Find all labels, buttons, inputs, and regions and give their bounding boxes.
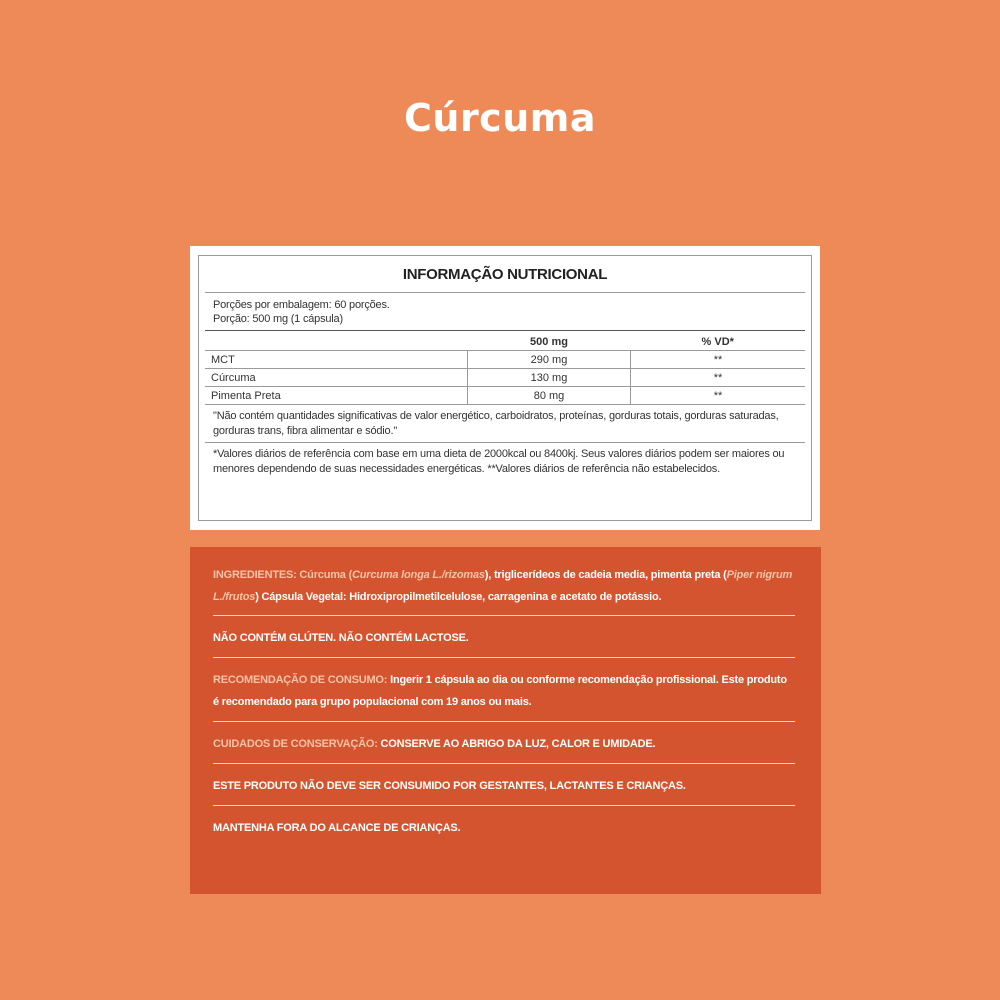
ingredients-text-2: ), triglicerídeos de cadeia media, pimenta preta ( <box>484 569 727 581</box>
row-label: Cúrcuma <box>205 369 468 387</box>
ingredients-text-1: Cúrcuma ( <box>296 569 353 581</box>
warning-section <box>213 764 795 806</box>
children-warning-section <box>213 806 795 847</box>
allergen-text: NÃO CONTÉM GLÚTEN. NÃO CONTÉM LACTOSE. <box>213 632 469 644</box>
row-label: MCT <box>205 351 468 369</box>
storage-text <box>213 733 795 755</box>
warning-text: ESTE PRODUTO NÃO DEVE SER CONSUMIDO POR GESTANTES, LACTANTES E CRIANÇAS. <box>213 780 686 792</box>
row-amount: 290 mg <box>468 351 631 369</box>
nutrition-facts-panel <box>190 246 820 530</box>
page-title: Cúrcuma <box>404 96 596 140</box>
recommendation-section <box>213 658 795 722</box>
product-info-panel <box>190 547 821 894</box>
table-header-row <box>205 331 805 351</box>
ingredients-scientific-name-2: Piper nigrum L./frutos <box>213 569 793 603</box>
portion-size: Porção: 500 mg (1 cápsula) <box>213 313 343 325</box>
recommendation-label: RECOMENDAÇÃO DE CONSUMO: <box>213 674 388 686</box>
table-row <box>205 369 805 387</box>
storage-body: CONSERVE AO ABRIGO DA LUZ, CALOR E UMIDADE. <box>377 738 656 750</box>
nutrition-facts-frame <box>198 255 812 521</box>
nutrition-note-significant: "Não contém quantidades significativas de valor energético, carboidratos, proteínas, gorduras totais, gorduras saturadas, gorduras trans, fibra alimentar e sódio." <box>205 405 805 443</box>
header-empty <box>205 331 468 351</box>
nutrition-note-daily-values: *Valores diários de referência com base em uma dieta de 2000kcal ou 8400kj. Seus valores diários podem ser maiores ou menores dependendo de suas necessidades energéticas. **Valores diários de referência não estabelecidos. <box>213 448 785 475</box>
row-amount: 80 mg <box>468 387 631 405</box>
recommendation-body: Ingerir 1 cápsula ao dia ou conforme recomendação profissional. Este produto é recomendado para grupo populacional com 19 anos ou mais. <box>213 674 787 708</box>
row-vd: ** <box>631 369 806 387</box>
table-row <box>205 387 805 405</box>
header-vd: % VD* <box>631 331 806 351</box>
ingredients-section <box>213 547 795 616</box>
nutrition-heading: INFORMAÇÃO NUTRICIONAL <box>205 256 805 293</box>
header-amount: 500 mg <box>468 331 631 351</box>
recommendation-text <box>213 669 795 713</box>
row-vd: ** <box>631 351 806 369</box>
ingredients-label: INGREDIENTES: <box>213 569 297 581</box>
allergen-section <box>213 616 795 658</box>
ingredients-text-3: ) Cápsula Vegetal: Hidroxipropilmetilcelulose, carragenina e acetato de potássio. <box>255 591 662 603</box>
row-vd: ** <box>631 387 806 405</box>
nutrition-table <box>205 331 805 405</box>
row-amount: 130 mg <box>468 369 631 387</box>
row-label: Pimenta Preta <box>205 387 468 405</box>
storage-label: CUIDADOS DE CONSERVAÇÃO: <box>213 738 378 750</box>
ingredients-scientific-name-1: Curcuma longa L./rizomas <box>352 569 485 581</box>
table-row <box>205 351 805 369</box>
portions-per-package: Porções por embalagem: 60 porções. <box>213 299 390 311</box>
ingredients-text <box>213 564 795 608</box>
portion-info <box>205 293 805 331</box>
children-warning-text: MANTENHA FORA DO ALCANCE DE CRIANÇAS. <box>213 822 461 834</box>
storage-section <box>213 722 795 764</box>
